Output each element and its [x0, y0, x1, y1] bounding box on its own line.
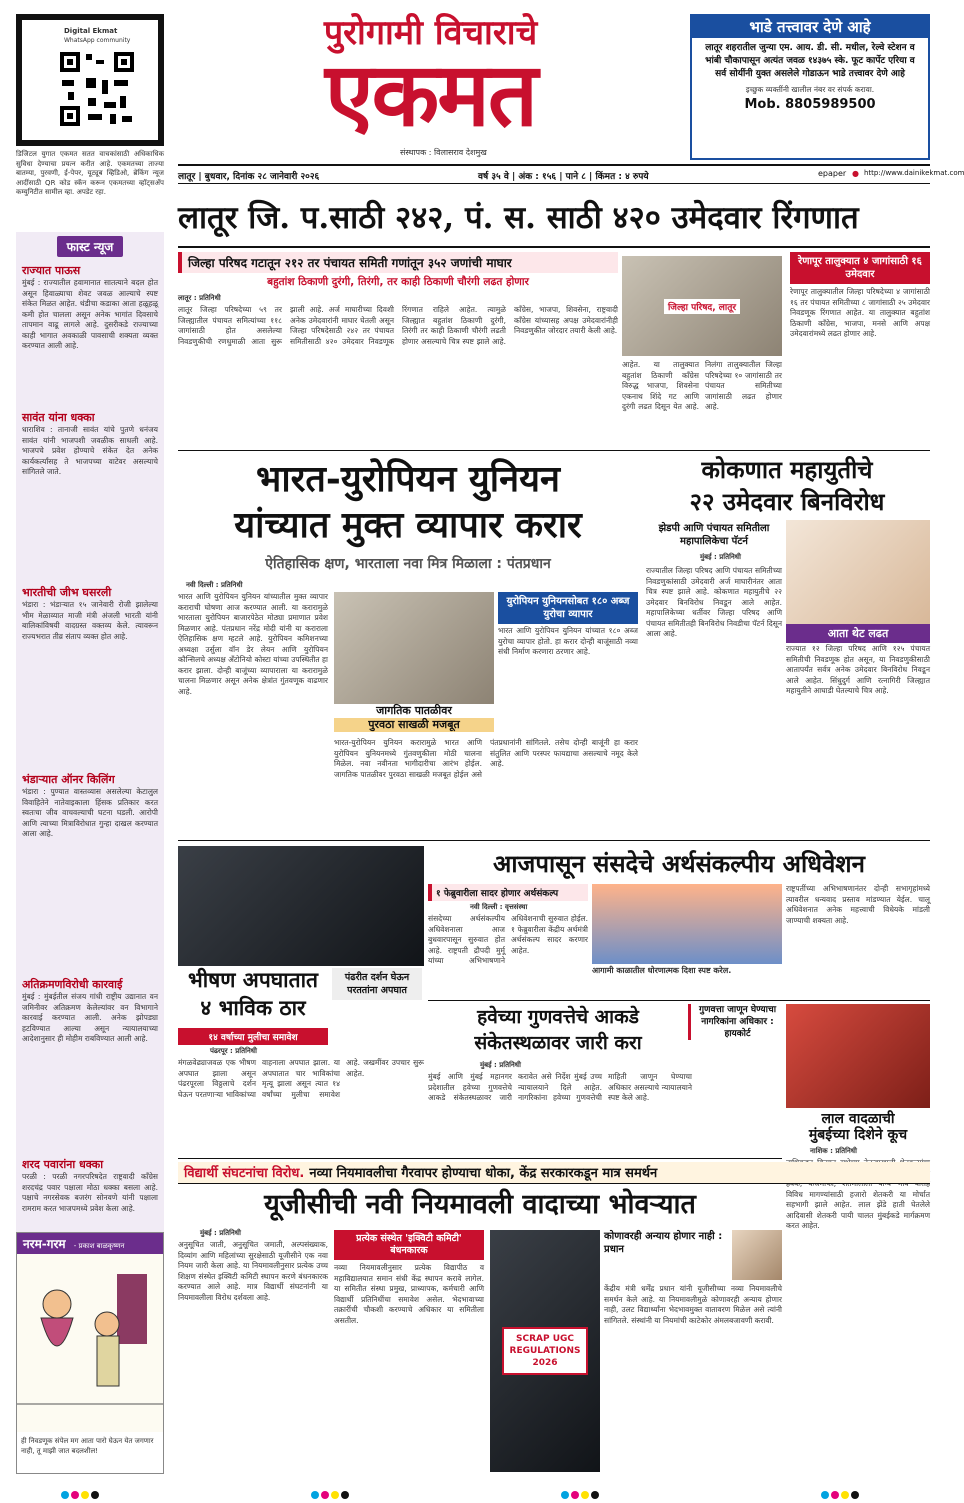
parliament-caption: आगामी काळातील धोरणात्मक दिशा स्पष्ट करेल.: [592, 966, 732, 975]
fta-dateline: नवी दिल्ली : प्रतिनिधी: [186, 581, 243, 589]
renapur-body: रेणापूर तालुक्यातील जिल्हा परिषदेच्या ४ जागांसाठी १६ तर पंचायत समितीच्या ८ जागांसाठी २५ उमेदवार निवडणूक रिंगणात आहेत. या तालुक्यात बहुतांश ठिकाणी काँग्रेस, भाजपा, मनसे आणि अपक्ष उमेदवारांमध्ये लढत होणार आहे.: [790, 287, 930, 338]
march-body: विविध मागण्यांसाठी हजारो शेतकरी या मोर्चात सहभागी झाले आहेत. लाल झेंडे हाती घेतलेले आदिवासी शेतकरी पायी चालत मुंबईकडे मार्गक्रमण करत आहेत.: [786, 1189, 930, 1230]
konkan-dateline: मुंबई : प्रतिनिधी: [700, 553, 741, 561]
fta-body-cont: भारत-युरोपियन युनियन करारामुळे भारत आणि युरोपियन युनियनमध्ये गुंतवणुकीला मोठी चालना मिळेल. नवा नवीनता भागीदारीचा आरंभ होईल. जागतिक पातळीवर पुरवठा साखळी मजबूत होईल असे पंतप्रधानांनी सांगितले. तसेच दोन्ही बाजूंनी हा करार संतुलित आणि परस्पर फायद्याचा असल्याचे नमूद केले आहे.: [334, 738, 638, 779]
globe-icon: ●: [852, 169, 859, 178]
qr-code-icon[interactable]: [58, 50, 136, 128]
fast-news-header: फास्ट न्यूज: [57, 236, 124, 257]
budget-headline: आजपासून संसदेचे अर्थसंकल्पीय अधिवेशन: [493, 849, 865, 878]
lead-dateline: लातूर : प्रतिनिधी: [178, 294, 221, 302]
lead-story: [178, 252, 618, 448]
ugc-protest-photo: [490, 1230, 600, 1472]
dateline: लातूर | बुधवार, दिनांक २८ जानेवारी २०२६: [178, 172, 320, 182]
fta-headline-2: यांच्यात मुक्त व्यापार करार: [234, 504, 582, 546]
march-photo: [786, 1004, 930, 1108]
masthead-title: एकमत: [324, 42, 537, 146]
accident-sub: १४ वर्षाच्या मुलीचा समावेश: [178, 1028, 328, 1045]
fta-kicker: ऐतिहासिक क्षण, भारताला नवा मित्र मिळाला : पंतप्रधान: [265, 556, 551, 572]
ugc-side-title: कोणावरही अन्याय होणार नाही : प्रधान: [604, 1231, 723, 1255]
sidebar-item-body: भंडारा : पुण्यात वास्तव्यास असलेल्या केटालुल विवाहितेने नातेवाइकाला हिंसक प्रतिकार करत स्वतःचा जीव वाचवल्याची घटना घडली. आरोपी आणि त्याच्या मित्राविरोधात गुन्हा दाखल करण्यात आला आहे.: [22, 787, 158, 838]
konkan-headline-1: कोकणात महायुतीचे: [701, 455, 873, 484]
dateline-bar: [178, 164, 964, 184]
sidebar-item-title: अतिक्रमणविरोधी कारवाई: [22, 978, 123, 991]
budget-kicker: १ फेब्रुवारीला सादर होणार अर्थसंकल्प: [428, 884, 588, 901]
lead-body: लातूर जिल्हा परिषदेच्या ५९ तर जिल्ह्यातील पंचायत समित्यांच्या ११८ जागांसाठी होत असलेल्या निवडणुकीची रणधुमाळी आता सुरू झाली आहे. अर्ज माघारीच्या दिवशी अनेक उमेदवारांनी माघार घेतली असून जिल्हा परिषदेसाठी २४२ तर पंचायत समितीसाठी ४२० उमेदवार निवडणूक रिंगणात राहिले आहेत. त्यामुळे जिल्ह्यात बहुतांश ठिकाणी दुरंगी, तिरंगी तर काही ठिकाणी चौरंगी लढती होणार असल्याचे चित्र स्पष्ट झाले आहे. काँग्रेस, भाजपा, शिवसेना, राष्ट्रवादी काँग्रेस यांच्यासह अपक्ष उमेदवारांनीही निवडणुकीत जोरदार तयारी केली आहे.: [178, 305, 618, 346]
fta-photo-caption-1: जागतिक पातळीवर: [376, 704, 452, 717]
accident-kicker: पंढरीत दर्शन घेऊन परततांना अपघात: [332, 968, 422, 1000]
ugc-equity-box: प्रत्येक संस्थेत 'इक्विटी कमिटी' बंधनकारक नव्या नियमावलीनुसार प्रत्येक विद्यापीठ व महाविद्यालयात समान संधी केंद्र स्थापन करावे लागेल. या समितीत संस्था प्रमुख, प्राध्यापक, कर्मचारी आणि विद्यार्थी प्रतिनिधींचा समावेश असेल. भेदभावाच्या तक्रारींची चौकशी करण्याचे अधिकार या समितीला असतील.: [334, 1230, 484, 1472]
lead-headline: लातूर जि. प.साठी २४२, पं. स. साठी ४२० उमेदवार रिंगणात: [178, 200, 859, 236]
fta-body: भारत आणि युरोपियन युनियन यांच्यातील मुक्त व्यापार कराराची घोषणा आज करण्यात आली. या करारामुळे भारताला युरोपियन बाजारपेठेत मोठ्या प्रमाणात प्रवेश मिळणार आहे. पंतप्रधान नरेंद्र मोदी यांनी या कराराला ऐतिहासिक क्षण म्हटले आहे. युरोपियन कमिशनच्या अध्यक्षा उर्सुला वॉन डेर लेयन आणि युरोपियन कौन्सिलचे अध्यक्ष अँटोनियो कोस्टा यांच्या उपस्थितीत हा करार झाला. दोन्ही बाजूंच्या व्यापाराला या करारामुळे चालना मिळणार असून अनेक क्षेत्रांत गुंतवणूक वाढणार आहे.: [178, 592, 328, 696]
ad-phone: Mob. 8805989500: [744, 97, 876, 112]
qr-code-panel: [16, 14, 164, 146]
march-headline-1: लाल वादळाची: [821, 1111, 895, 1127]
sidebar-item-body: परळी : परळी नगरपरिषदेत राष्ट्रवादी काँग्रेस शरदचंद्र पवार पक्षाला मोठा धक्का बसला आहे. पक्षाचे नगरसेवक बजरंग सोनवणे यांनी पक्षाला रामराम करत भाजपमध्ये प्रवेश केला आहे.: [22, 1172, 158, 1213]
ad-body: लातूर शहरातील जुन्या एम. आय. डी. सी. मधील, रेल्वे स्टेशन व भांबी चौकापासून अत्यंत जवळ १४३७५ स्के. फूट कार्पेट एरिया व सर्व सोयींनी युक्त असलेले गोडाऊन भाडे तत्त्वावर देणे आहे: [705, 43, 915, 79]
masthead-tagline: पुरोगामी विचाराचे: [323, 13, 538, 53]
fta-headline-1: भारत-युरोपियन युनियन: [256, 458, 560, 500]
fta-box-title: युरोपियन युनियनसोबत १८० अब्ज युरोचा व्यापार: [498, 592, 638, 624]
ugc-dateline: मुंबई : प्रतिनिधी: [200, 1229, 241, 1237]
sidebar-item-title: राज्यात पाऊस: [22, 264, 81, 277]
qr-label: Digital Ekmat: [64, 27, 118, 35]
march-dateline: नाशिक : प्रतिनिधी: [810, 1147, 857, 1155]
ugc-box-title: प्रत्येक संस्थेत 'इक्विटी कमिटी' बंधनकारक: [334, 1230, 484, 1260]
sidebar-item-body: भंडारा : भंडाऱ्यात १५ जानेवारी रोजी झालेल्या भीम मेळाव्यात माजी मंत्री अंजली भारती यांनी बालिकांविषयी वादग्रस्त वक्तव्य केले. त्यावरून राज्यभरात तीव्र संताप व्यक्त होत आहे.: [22, 600, 158, 641]
lead-body-cont: आहेत. या तालुक्यात बहुतांश ठिकाणी काँग्रेस विरुद्ध भाजपा, शिवसेना एकनाथ शिंदे गट आणि दुरंगी लढत दिसून येत आहे. निलंगा तालुक्यातील जिल्हा परिषदेच्या १० जागांसाठी तर पंचायत समितीच्या जागांसाठी लढत होणार आहे.: [622, 360, 782, 411]
fta-photo-caption-2: पुरवठा साखळी मजबूत: [334, 718, 494, 732]
cartoon-header: नरम-गरम: [23, 1237, 66, 1251]
konkan-kicker: झेडपी आणि पंचायत समितीला महापालिकेचा पॅटर्न: [658, 523, 770, 547]
ugc-headline: यूजीसीची नवी नियमावली वादाच्या भोवऱ्यात: [264, 1189, 696, 1220]
aqi-headline-2: संकेतस्थळावर जारी करा: [474, 1032, 642, 1054]
renapur-box: [790, 252, 930, 448]
accident-dateline: पंढरपूर : प्रतिनिधी: [210, 1047, 257, 1055]
qr-sub: WhatsApp community: [64, 37, 131, 44]
sidebar-item-body: धाराशिव : तानाजी सावंत यांचे पुतणे धनंजय सावंत यांनी भाजपशी जवळीक साधली आहे. भाजपचे प्रवेश होण्याचे संकेत देत अनेक कार्यकर्त्यांसह ते भाजपच्या वाटेवर असल्याचे सांगितले जाते.: [22, 425, 158, 476]
accident-photo: [178, 846, 424, 966]
ugc-protest-sign: SCRAP UGC REGULATIONS 2026: [502, 1327, 588, 1375]
accident-headline-2: ४ भाविक ठार: [200, 995, 306, 1020]
lead-deck1: जिल्हा परिषद गटातून २१२ तर पंचायत समिती गणांतून ३५२ जणांची माघार: [178, 252, 618, 273]
konkan-headline-2: २२ उमेदवार बिनविरोध: [689, 487, 885, 516]
ugc-minister-box: कोणावरही अन्याय होणार नाही : प्रधान केंद्रीय मंत्री धर्मेंद्र प्रधान यांनी यूजीसीच्या नव्या नियमावलीचे समर्थन केले आहे. या नियमावलीमुळे कोणावरही अन्याय होणार नाही, उलट विद्यार्थ्यांना भेदभावमुक्त वातावरण मिळेल असे त्यांनी सांगितले. संस्थांनी या नियमांची काटेकोर अंमलबजावणी करावी.: [604, 1231, 782, 1325]
aqi-headline-1: हवेच्या गुणवत्तेचे आकडे: [477, 1006, 639, 1028]
aqi-body: मुंबई आणि मुंबई महानगर प्रदेशातील हवेच्या गुणवत्तेचे आकडे संकेतस्थळावर जारी करावेत असे निर्देश मुंबई उच्च न्यायालयाने दिले आहेत. नागरिकांना हवेच्या गुणवत्तेची माहिती जाणून घेण्याचा अधिकार असल्याचे न्यायालयाने स्पष्ट केले आहे.: [428, 1072, 692, 1102]
ugc-strap: [178, 1162, 930, 1184]
website-url[interactable]: http://www.dainikekmat.com: [864, 169, 964, 177]
fta-box-body: भारत आणि युरोपियन युनियन यांच्यात १८० अब्ज युरोचा व्यापार होतो. हा करार दोन्ही बाजूंसाठी नव्या संधी निर्माण करणारा ठरणार आहे.: [498, 626, 638, 656]
aqi-dateline: मुंबई : प्रतिनिधी: [480, 1061, 521, 1069]
renapur-title: रेणापूर तालुक्यात ४ जागांसाठी १६ उमेदवार: [790, 252, 930, 284]
konkan-badge: आता थेट लढत: [786, 624, 930, 643]
ad-title: भाडे तत्त्वावर देणे आहे: [692, 16, 928, 38]
sidebar-item-title: भारतीची जीभ घसरली: [22, 586, 112, 599]
leaders-photo: [334, 592, 494, 704]
cartoon-box: [16, 1232, 164, 1474]
classified-ad: [690, 14, 930, 160]
sidebar-item-body: मुंबई : मुंबईतील संजय गांधी राष्ट्रीय उद्यानात वन जमिनीवर अतिक्रमण केलेल्यांवर वन विभागाने कारवाई करण्यात आली. अनेक झोपड्या हटविण्यात आल्या असून न्यायालयाच्या आदेशानुसार ही मोहीम राबविण्यात आली आहे.: [22, 992, 158, 1043]
budget-body: संसदेच्या अर्थसंकल्पीय अधिवेशनाला आज बुधवारपासून सुरुवात होत आहे. राष्ट्रपती द्रौपदी मुर्मू यांच्या अभिभाषणाने अधिवेशनाची सुरुवात होईल. १ फेब्रुवारीला केंद्रीय अर्थमंत्री अर्थसंकल्प सादर करणार आहेत.: [428, 914, 588, 965]
sidebar-item-body: मुंबई : राज्यातील हवामानात सातत्याने बदल होत असून हिवाळ्याचा शेवट जवळ आल्याचे स्पष्ट संकेत मिळत आहेत. थंडीचा कडाका आता हळूहळू कमी होत चालला असून अनेक भागांत दिवसाचे तापमान वाढू लागले आहे. दुसरीकडे राज्याच्या काही भागात अवकाळी पावसाची शक्यता व्यक्त करण्यात आली आहे.: [22, 278, 158, 350]
politicians-photo: [786, 520, 930, 624]
accident-headline-1: भीषण अपघातात: [187, 967, 319, 992]
qr-intro: डिजिटल युगात एकमत सतत वाचकांसाठी अधिकाधिक सुविधा देण्याचा प्रयत्न करीत आहे. एकमतच्या ताज्या बातम्या, पुरवणी, ई-पेपर, यूट्यूब व्हिडिओ, ब्रेकिंग न्यूज आदींसाठी QR कोड स्कॅन करून एकमतच्या व्हॉट्सअ‍ॅप कम्युनिटीत सामील व्हा. अपडेट रहा.: [16, 150, 164, 196]
budget-dateline: नवी दिल्ली : वृत्तसंस्था: [470, 903, 528, 911]
ugc-body: अनुसूचित जाती, अनुसूचित जमाती, अल्पसंख्याक, दिव्यांग आणि महिलांच्या सुरक्षेसाठी यूजीसीने एक नवा नियम जारी केला आहे. या नियमावलीनुसार प्रत्येक उच्च शिक्षण संस्थेत इक्विटी कमिटी स्थापन करणे बंधनकारक करण्यात आले आहे. मात्र विद्यार्थी संघटनांनी या नियमावलीला विरोध दर्शवला आहे.: [178, 1240, 328, 1302]
minister-photo: [732, 1230, 782, 1280]
ugc-strap-text: नव्या नियमावलीचा गैरवापर होण्याचा धोका, केंद्र सरकारकडून मात्र समर्थन: [309, 1166, 658, 1181]
registration-marks: [60, 1484, 100, 1503]
budget-body-cont: राष्ट्रपतींच्या अभिभाषणानंतर दोन्ही सभागृहांमध्ये त्यावरील धन्यवाद प्रस्ताव मांडण्यात येईल. चालू अधिवेशनात अनेक महत्त्वाची विधेयके मांडली जाण्याची शक्यता आहे.: [786, 884, 930, 925]
cartoon-credit: - प्रकाश बाळकृष्णन: [73, 1242, 125, 1250]
sidebar-item-title: शरद पवारांना धक्का: [22, 1158, 104, 1171]
epaper-label: epaper: [818, 169, 847, 178]
sidebar-item-title: भंडाऱ्यात ऑनर किलिंग: [22, 773, 115, 786]
ugc-strap-label: विद्यार्थी संघटनांचा विरोध.: [184, 1166, 305, 1181]
sidebar-item-title: सावंत यांना धक्का: [22, 411, 95, 424]
cartoon-caption: ही निवडणूक संपेल मग आता पारो घेऊन येत जगणार नाही, तू माझी जात बदलशील!: [21, 1437, 154, 1455]
fta-trade-box: [498, 592, 638, 734]
zp-building-photo: [622, 256, 782, 356]
lead-deck2: बहुतांश ठिकाणी दुरंगी, तिरंगी, तर काही ठिकाणी चौरंगी लढत होणार: [267, 276, 529, 288]
cartoon-drawing-icon: [17, 1254, 163, 1432]
konkan-body-cont: राज्यात १२ जिल्हा परिषद आणि १२५ पंचायत समितीची निवडणूक होत असून, या निवडणुकीसाठी आतापर्यंत सर्वत्र अनेक उमेदवार बिनविरोध निवडून आले आहेत. सिंधुदुर्ग आणि रत्नागिरी जिल्ह्यात महायुतीने आघाडी घेतल्याचे चित्र आहे.: [786, 644, 930, 695]
march-headline-2: मुंबईच्या दिशेने कूच: [808, 1127, 908, 1143]
aqi-side: गुणवत्ता जाणून घेण्याचा नागरिकांना अधिकार : हायकोर्ट: [688, 1004, 782, 1040]
konkan-body: राज्यातील जिल्हा परिषद आणि पंचायत समितीच्या निवडणुकांसाठी उमेदवारी अर्ज माघारीनंतर आता चित्र स्पष्ट झाले आहे. कोकणात महायुतीचे २२ उमेदवार बिनविरोध निवडून आले आहेत. महापालिकेच्या धर्तीवर जिल्हा परिषद आणि पंचायत समितीतही बिनविरोध निवडीचा पॅटर्न दिसून आला आहे.: [646, 566, 782, 638]
issue-info: वर्ष ३५ वे | अंक : १५६ | पाने ८ | किंमत : ४ रुपये: [478, 172, 649, 182]
parliament-photo: [592, 884, 782, 964]
masthead-founder: संस्थापक : विलासराव देशमुख: [400, 148, 487, 157]
fast-news-sidebar: [16, 232, 164, 1382]
ad-note: इच्छुक व्यक्तींनी खालील नंबर वर संपर्क करावा.: [745, 85, 875, 94]
accident-body: मंगळवेढ्याजवळ एक भीषण अपघात झाला असून पंढरपूरला विठ्ठलाचे दर्शन घेऊन परतणाऱ्या भाविकांच्या वाहनाला अपघात झाला. या अपघातात चार भाविकांचा मृत्यू झाला असून त्यात १४ वर्षांच्या मुलीचा समावेश आहे. जखमींवर उपचार सुरू आहेत.: [178, 1058, 424, 1099]
zp-photo-caption: जिल्हा परिषद, लातूर: [664, 299, 740, 314]
